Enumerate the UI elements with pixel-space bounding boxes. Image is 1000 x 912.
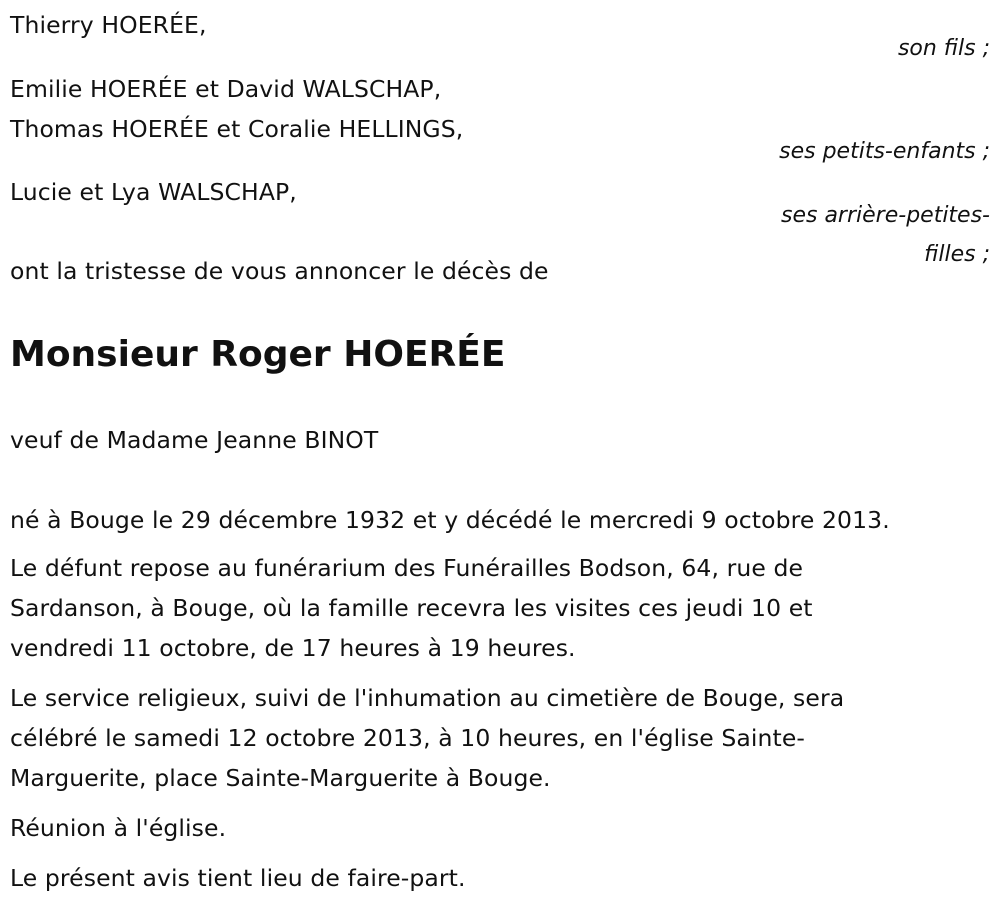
reunion-text: Réunion à l'église. xyxy=(10,814,227,842)
closing-text: Le présent avis tient lieu de faire-part. xyxy=(10,864,466,892)
spouse-text: veuf de Madame Jeanne BINOT xyxy=(10,426,379,454)
family-name-line: Thomas HOERÉE et Coralie HELLINGS, xyxy=(10,115,464,143)
family-name-line: Thierry HOERÉE, xyxy=(10,11,207,39)
family-relation: ses arrière-petites- xyxy=(781,203,990,228)
visitation-line: Sardanson, à Bouge, où la famille recevra les visites ces jeudi 10 et xyxy=(10,594,813,622)
visitation-line: Le défunt repose au funérarium des Funérailles Bodson, 64, rue de xyxy=(10,554,804,582)
visitation-line: vendredi 11 octobre, de 17 heures à 19 heures. xyxy=(10,634,576,662)
service-line: Marguerite, place Sainte-Marguerite à Bouge. xyxy=(10,764,551,792)
service-line: Le service religieux, suivi de l'inhumation au cimetière de Bouge, sera xyxy=(10,684,845,712)
family-name-line: Emilie HOERÉE et David WALSCHAP, xyxy=(10,75,442,103)
family-relation: ses petits-enfants ; xyxy=(779,139,990,164)
family-relation: filles ; xyxy=(924,242,990,267)
announcement-text: ont la tristesse de vous annoncer le décès de xyxy=(10,257,549,285)
family-name-line: Lucie et Lya WALSCHAP, xyxy=(10,178,297,206)
service-line: célébré le samedi 12 octobre 2013, à 10 heures, en l'église Sainte- xyxy=(10,724,806,752)
deceased-name: Monsieur Roger HOERÉE xyxy=(10,334,506,375)
birth-death-text: né à Bouge le 29 décembre 1932 et y décédé le mercredi 9 octobre 2013. xyxy=(10,506,890,534)
family-relation: son fils ; xyxy=(897,36,990,61)
